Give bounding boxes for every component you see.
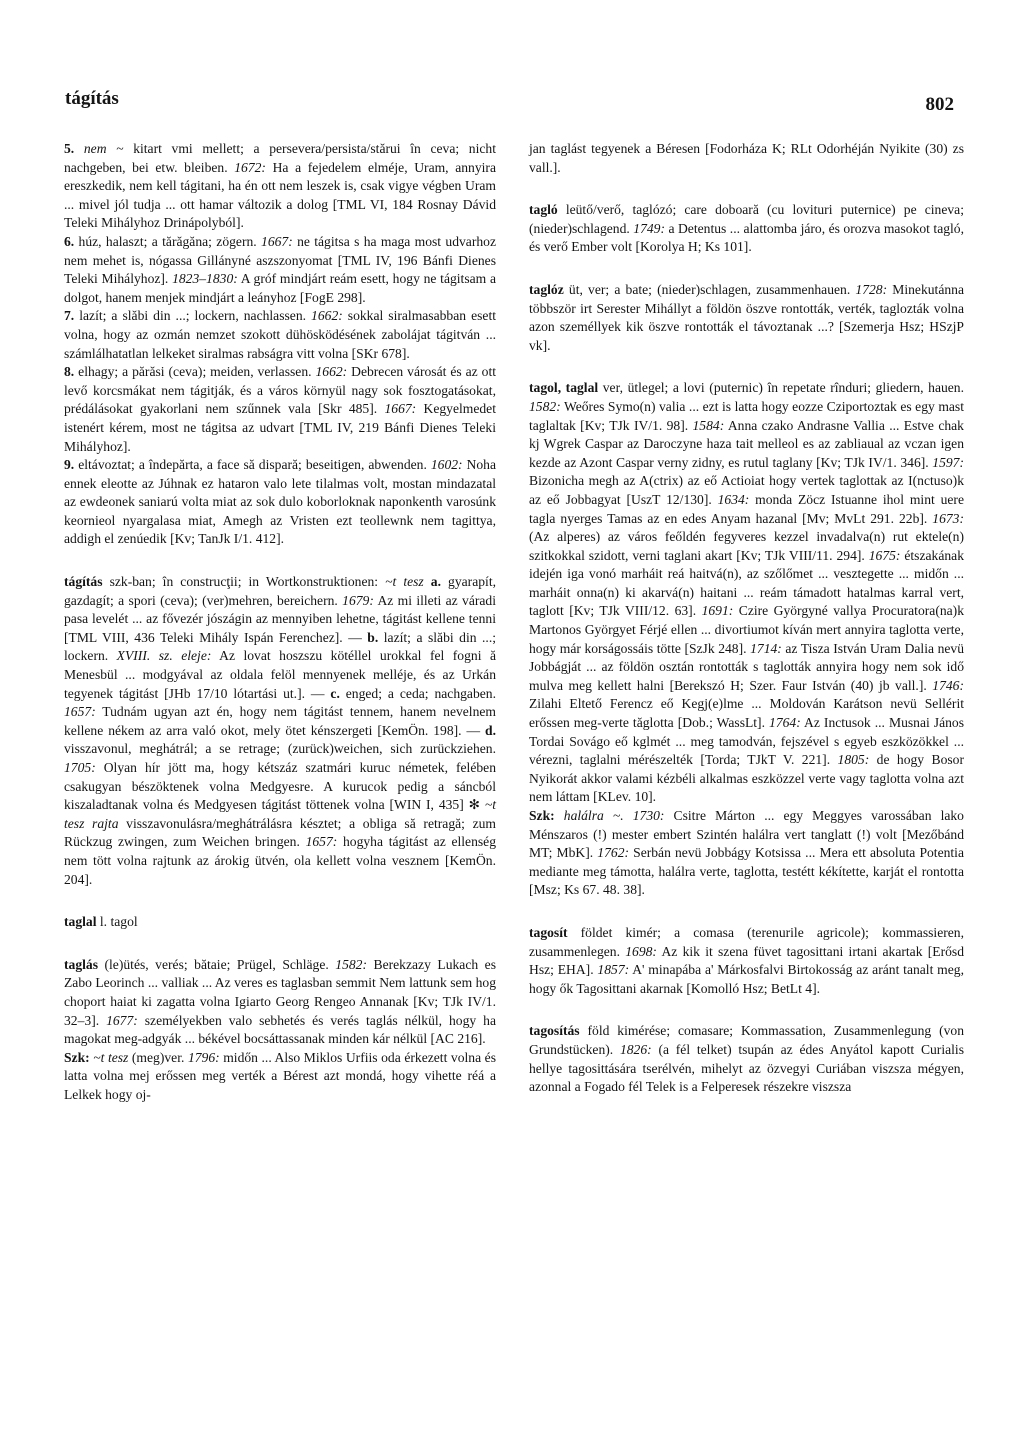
- text-run: ne tágitsa s ha maga most udvarhoz nem mehet is, nógassa Gillányné aszszonyomat [TML IV, 196 Bánfi Dienes Teleki Mihályhoz].: [64, 233, 497, 287]
- text-run: leütő/verő, taglózó; care doboară (cu lovituri puternice) pe cineva; (nieder)schlagend.: [529, 202, 964, 236]
- italic-run: ~t tesz: [385, 574, 424, 590]
- italic-run: 1634:: [717, 491, 750, 507]
- text-run: gyarapít, gazdagít; a spori (ceva); (ver)mehren, bereichern.: [64, 574, 496, 608]
- sense-5: [64, 140, 496, 233]
- text-run: Berekzazy Lukach es Zabo Leorinch ... valliak ... Az veres es taglasban semmit Nem lattunk sem hog choport haiat ki zagatta volna Igiarto Georg Rengeo Annanak [Kv; TJk IV/1. 32–3].: [64, 956, 497, 1028]
- text-run: étszakának idején iga vonó marháit reá haitvá(n), az szőlőmet ... vesztegette ... midőn ... marháit onna(n) ki akarvá(n) haitani ... reám támadott hatalmas karral vert, taglott [Kv; TJk VIII/12. 63].: [529, 547, 964, 619]
- text-run: jan taglást tegyenek a Béresen [Fodorháza K; RLt Odorhéján Nyikite (30) zs vall.].: [529, 141, 964, 175]
- headword: tágítás: [64, 574, 103, 590]
- italic-run: 1730:: [632, 808, 665, 823]
- text-run: a Detentus ... alattomba járo, és orozva masokot tagló, és verő Ember volt [Korolya H; Ks 101].: [529, 220, 964, 255]
- headword: tagosítás: [529, 1023, 580, 1039]
- italic-run: 1677:: [106, 1012, 138, 1028]
- bold-run: 7.: [64, 308, 80, 324]
- bold-run: Szk:: [64, 1049, 94, 1065]
- text-run: Az mi illeti az váradi pasa levelét ... az fővezér jószágin az mennyiben lehetne, tágitást kellene tenni [TML VIII, 436 Teleki Mihály Ispán Ferenchez]. —: [64, 592, 496, 645]
- text-run: l. tagol: [96, 914, 138, 930]
- text-run: szk-ban; în construcţii; in Wortkonstruktionen:: [102, 574, 386, 590]
- text-run: Czire Györgyné vallya Procuratora(na)k Martonos Györgyet Férjé ellen ... divortiumot kíván mert annyira taglotta verte, hogy már korságossáis tötte [SzJk 248].: [529, 603, 964, 656]
- bold-run: a.: [430, 574, 441, 590]
- italic-run: 1679:: [342, 592, 374, 608]
- text-run: Zilahi Eltető Ferencz eő Kegj(e)lme ... Moldován Karátson nevü Sellérit erőssen meg-verte tăglotta [Dob.; WassLt].: [529, 696, 964, 731]
- text-run: Minekutánna többször irt Serester Mihállyt a földön öszve rontották, verték, taglozták volna azon személlyek kik öszve rontották el távoztanak ...? [Szemerja Hsz; HSzjP vk].: [529, 281, 964, 353]
- text-run: (a fél telket) tsupán az édes Anyátol kapott Curialis hellye tagosittására tserélvén, mihelyt az özvegyi Curiában viszsza mégyen, azonnal a Fogado fél Telek is a Felperesek részekre viszsza: [529, 1041, 964, 1095]
- text-run: Serbán nevü Jobbágy Kotsissa ... Mera ett absoluta Potentia mediante meg támotta, halálra verte, taglotta, testétt kékítette, karját el rontotta [Msz; Ks 67. 48. 38].: [529, 845, 964, 898]
- bold-run: c.: [330, 685, 340, 701]
- bold-run: d.: [485, 722, 496, 738]
- italic-run: ~t tesz: [93, 1049, 129, 1065]
- entry-tagol: [529, 379, 964, 807]
- italic-run: 1714:: [750, 640, 782, 656]
- text-run: üt, ver; a bate; (nieder)schlagen, zusammenhauen.: [563, 281, 856, 297]
- italic-run: 1602:: [430, 457, 463, 473]
- text-run: Anna czako Andrasne Vallia ... Estve chak kj Wgrek Caspar az Daroczyne haza tait melleol es az zabliaual az vczan igen kezde az Azont Caspar verny zidny, es rutul taglany [Kv; TJk IV/1. 346].: [529, 417, 964, 470]
- italic-run: 1705:: [64, 760, 96, 775]
- entry-tagosit: [529, 924, 964, 998]
- italic-run: halálra ~.: [563, 808, 624, 823]
- sense-6: [64, 233, 496, 307]
- text-run: (Az alperes) az város feőldén fegyveres kezzel invadalva(n) rut ektele(n) szitkokkal szidott, verni taglani akart [Kv; TJk VIII/11. 294].: [529, 529, 964, 563]
- headword: tagló: [529, 202, 558, 218]
- text-run: Bizonicha megh az A(ctrix) az eő Actioiat hogy vertek taglottak az I(nctuso)k az eő Jobbagyat [UszT 12/130].: [529, 473, 964, 507]
- text-run: enged; a ceda; nachgaben.: [339, 685, 496, 701]
- bold-run: 8.: [64, 364, 79, 380]
- text-run: [424, 574, 431, 589]
- bold-run: 5.: [64, 141, 84, 156]
- italic-run: 1826:: [619, 1041, 652, 1057]
- entry-taglas: [64, 956, 496, 1049]
- text-run: lazít; a slăbi din ...; lockern.: [64, 629, 497, 664]
- italic-run: 1672:: [234, 159, 266, 175]
- text-run: (le)ütés, verés; bătaie; Prügel, Schläge.: [97, 956, 336, 972]
- headword: taglás: [64, 956, 98, 972]
- text-run: föld kimérése; comasare; Kommassation, Zusammenlegung (von Grundstücken).: [529, 1023, 964, 1057]
- headword: tagol, taglal: [529, 380, 599, 396]
- entry-taglas-continued: [529, 140, 964, 177]
- text-run: kitart vmi mellett; a persevera/persista/stărui în ceva; nicht nachgeben, bei etw. bleiben.: [64, 141, 496, 175]
- bold-run: 6.: [64, 233, 79, 249]
- italic-run: 1582:: [335, 956, 367, 972]
- text-run: A gróf mindjárt reám esett, hogy ne tágitsam a dolgot, hanem menjek mindjárt a leányhoz [FogE 298].: [64, 271, 496, 305]
- entry-tagol-szk: [529, 807, 964, 900]
- text-run: A' minapába a' Márkosfalvi Birtokosság az aránt tanalt meg, hogy ők Tagosittani akarnak [Komolló Hsz; BetLt 4].: [529, 962, 964, 996]
- text-run: Az kik it szena füvet tagosittani irtani akartak [Erősd Hsz; EHA].: [529, 943, 964, 978]
- italic-run: 1657:: [305, 834, 338, 850]
- text-run: Csitre Márton ... egy Meggyes varossában lako Ménszaros (!) mester embert Szintén halálra vert tanglatt (!) volt [Mezőbánd MT; MbK].: [529, 808, 964, 861]
- text-run: húz, halaszt; a tărăgăna; zögern.: [78, 233, 262, 249]
- text-run: Az Inctusok ... Musnai János Tordai Sovágo eő kglmét ... meg tamodván, fejszével s egyeb eszközökkel ... vérezni, taglalni mérészelték [Torda; TJkT V. 221].: [529, 715, 965, 768]
- entry-tagloz: [529, 281, 964, 355]
- sense-9: [64, 456, 496, 549]
- headword: taglóz: [529, 281, 564, 297]
- italic-run: 1728:: [855, 281, 888, 297]
- italic-run: 1667:: [261, 233, 293, 249]
- bold-run: b.: [367, 629, 379, 645]
- text-run: lazít; a slăbi din ...; lockern, nachlassen.: [79, 308, 312, 324]
- italic-run: 1667:: [384, 401, 417, 417]
- italic-run: 1762:: [597, 845, 630, 861]
- text-run: [624, 808, 633, 823]
- text-run: Kegyelmedet istenért kérem, most ne tágitsa az udvart [TML IV, 219 Bánfi Dienes Teleki Mihályhoz].: [64, 401, 496, 454]
- italic-run: 1691:: [701, 603, 734, 619]
- text-run: Noha ennek eleotte az Júhnak ez hataron valo lete tilalmas volt, mostan mindazatal az ewdeonek saniarú volta miat az sok dulo koborloknak naponkenth varosúnk keornieol nyargalasa miat, Amegh az Vristen ezt teollewnk nem tagittya, addigh el zenúedik [Kv; TanJk I/1. 412].: [64, 457, 497, 547]
- text-run: sokkal siralmasabban esett volna, hogy az ozmán nemzet szokott dühösködésének zabolájat tágitván ... számlálhatatlan lelkeket siralmas rabságra vitt volna [SKr 678].: [64, 308, 496, 361]
- entry-taglas-szk: [64, 1049, 496, 1105]
- italic-run: 1764:: [769, 715, 801, 731]
- text-run: az Tisza István Uram Dalia nevü Jobbágját ... az földön osztán rontották s taglották annyira hogy nem sok idő mulva meg kellett halni [Berekszó H; Szer. Faur István (40) jb vall.].: [529, 640, 964, 693]
- entry-tagitas: [64, 573, 496, 889]
- sense-8: [64, 363, 496, 456]
- text-run: személyekben valo sebhetés és verés taglás nélkül, hogy ha magokat meg-adgyák ... békével bocsáttassanak minden kár nélkül [AC 216].: [64, 1012, 496, 1047]
- text-run: Ha a fejedelem elméje, Uram, annyira ereszkedik, nem kell tágitani, ha én ott nem leszek is, csak vigye végben Uram ... mivel jól tudja ... ott hamar változik a dolog [TML VI, 184 Rosnay Dávid Teleki Mihályhoz Drinápolyból].: [64, 159, 496, 231]
- text-run: Olyan hír jött ma, hogy kétszáz szatmári kuruc németek, felében csakugyan bészöktenek volna Medgyesre. A kurucok pedig a sáncból kiszaladtanak volna és Medgyesen tágitást töttenek volna [WIN I, 435] ✻: [64, 760, 496, 813]
- italic-run: 1698:: [625, 943, 657, 959]
- italic-run: 1749:: [633, 220, 665, 236]
- bold-run: 9.: [64, 457, 79, 473]
- text-run: midőn ... Also Miklos Urfiis oda érkezett volna és latta volna mej erőssen meg verték a Bérest azt mondá, hogy vihette réá a Lelkek hogy oj-: [64, 1049, 496, 1102]
- text-run: de hogy Bosor Nyikorát akkor valami kézbéli alkalmas eszközzel verte vagy taglotta volna azt nem láttam [KLev. 10].: [529, 752, 964, 805]
- running-headword: tágítás: [65, 88, 119, 109]
- entry-taglal: [64, 913, 496, 932]
- italic-run: XVIII. sz. eleje:: [116, 648, 212, 664]
- text-run: Tudnám ugyan azt én, hogy nem tágitást tennem, hanem nevelnem kellene nékem az arra való okot, mely ötet kénszergeti [KemÖn. 198]. —: [64, 704, 496, 738]
- text-run: elhagy; a părăsi (ceva); meiden, verlassen.: [78, 364, 316, 380]
- right-column: [529, 140, 964, 1097]
- italic-run: ~t tesz rajta: [64, 797, 496, 831]
- text-run: Debrecen városát és az ott levő korcsmákat nem tágitják, és a város környül nagy sok fosztogatásokat, prédálásokat gyakorlani nem szűnnek vala [Skr 485].: [64, 364, 497, 417]
- text-run: Az lovat hoszszu kötéllel urokkal fel fogni ă Menesbül ... modgyával az oldala felöl mennyenek melléje, és az Urkán tegyenek tágitást [JHb 17/10 lótartási ut.]. —: [64, 648, 496, 701]
- headword: tagosít: [529, 924, 568, 940]
- italic-run: 1662:: [311, 308, 343, 324]
- italic-run: 1657:: [64, 704, 96, 720]
- italic-run: 1823–1830:: [172, 271, 238, 287]
- italic-run: 1746:: [932, 677, 964, 693]
- page-number: 802: [925, 94, 954, 115]
- text-run: hogyha tágitást az ellenség nem tött volna rajtunk az árokig ütvén, ola kellett volna vesznem [KemÖn. 204].: [64, 834, 496, 887]
- italic-run: 1673:: [932, 510, 964, 526]
- text-run: (meg)ver.: [128, 1049, 188, 1065]
- text-run: visszavonulásra/meghátrálásra késztet; a obliga să retragă; zum Rückzug zwingen, zum Weichen bringen.: [64, 815, 496, 850]
- text-run: Weőres Symo(n) valia ... ezt is latta hogy eozze Cziportoztak es egy mast taglaltak [Kv; TJk IV/1. 98].: [529, 398, 964, 433]
- italic-run: 1675:: [868, 547, 901, 563]
- bold-run: Szk:: [529, 808, 564, 823]
- sense-7: [64, 307, 496, 363]
- italic-run: 1662:: [315, 364, 348, 380]
- running-header: [65, 88, 954, 116]
- italic-run: 1597:: [932, 454, 964, 470]
- entry-taglo: [529, 201, 964, 257]
- italic-run: 1805:: [837, 752, 870, 768]
- italic-run: 1796:: [187, 1049, 220, 1065]
- text-run: eltávoztat; a îndepărta, a face să dispară; beseitigen, abwenden.: [78, 457, 431, 473]
- text-run: visszavonul, meghátrál; a se retrage; (zurück)weichen, sich zurückziehen.: [64, 741, 496, 757]
- headword: taglal: [64, 914, 97, 930]
- italic-run: nem ~: [83, 141, 134, 156]
- text-run: ver, ütlegel; a lovi (puternic) în repetate rînduri; gliedern, hauen.: [598, 380, 965, 396]
- text-run: földet kimér; a comasa (terenurile agricole); kommassieren, zusammenlegen.: [529, 924, 964, 959]
- entry-tagositas: [529, 1022, 964, 1096]
- text-run: monda Zöcz Istuanne ihol mint uere tagla nyerges Tamas az en edes Anyam hazanal [Mv; MvLt 291. 22b].: [529, 491, 964, 526]
- italic-run: 1584:: [692, 417, 725, 433]
- italic-run: 1857:: [597, 962, 630, 978]
- left-column: [64, 140, 496, 1105]
- italic-run: 1582:: [529, 398, 561, 414]
